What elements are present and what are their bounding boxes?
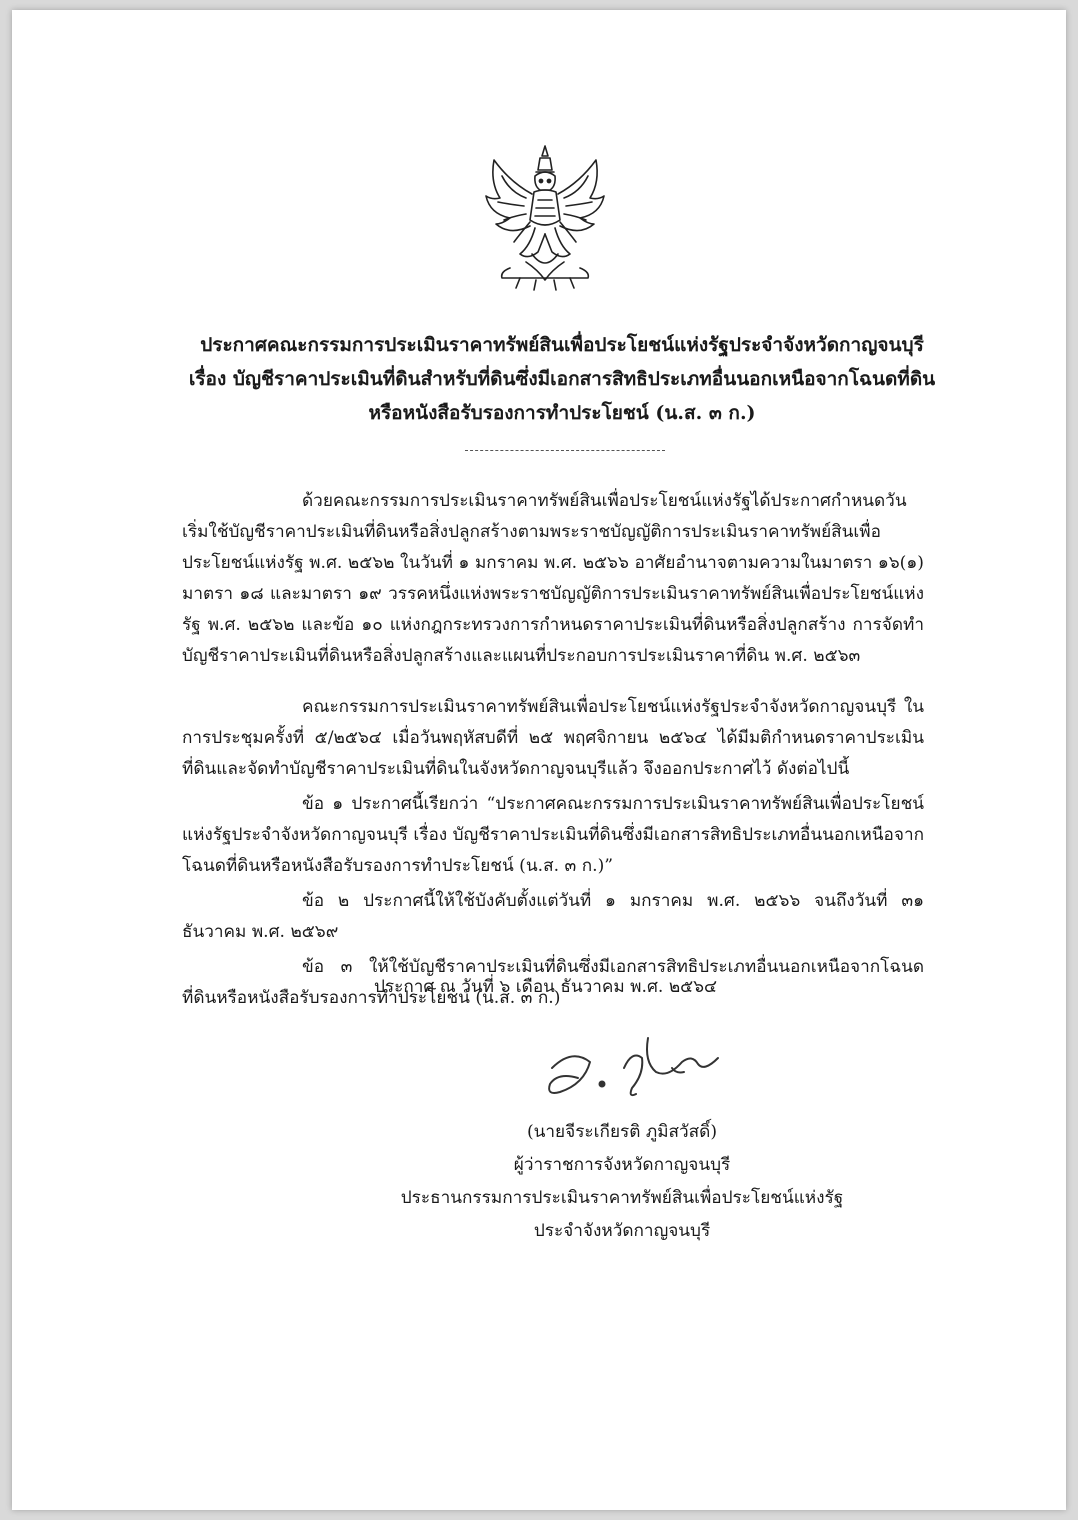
signer-position-governor: ผู้ว่าราชการจังหวัดกาญจนบุรี: [513, 1155, 731, 1175]
signer-name: (นายจีระเกียรติ ภูมิสวัสดิ์): [526, 1122, 718, 1142]
paragraph-1-text: ด้วยคณะกรรมการประเมินราคาทรัพย์สินเพื่อประโยชน์แห่งรัฐได้ประกาศกำหนดวันเริ่มใช้บัญชีราคาประเมินที่ดินหรือสิ่งปลูกสร้างตามพระราชบัญญัติการประเมินราคาทรัพย์สินเพื่อประโยชน์แห่งรัฐ พ.ศ. ๒๕๖๒ ในวันที่ ๑ มกราคม พ.ศ. ๒๕๖๖ อาศัยอำนาจตามความในมาตรา ๑๖(๑) มาตรา ๑๘ และมาตรา ๑๙ วรรคหนึ่งแห่งพระราชบัญญัติการประเมินราคาทรัพย์สินเพื่อประโยชน์แห่งรัฐ พ.ศ. ๒๕๖๒ และข้อ ๑๐ แห่งกฎกระทรวงการกำหนดราคาประเมินที่ดินหรือสิ่งปลูกสร้าง การจัดทำบัญชีราคาประเมินที่ดินหรือสิ่งปลูกสร้างและแผนที่ประกอบการประเมินราคาที่ดิน พ.ศ. ๒๕๖๓: [182, 491, 924, 666]
document-title: [162, 328, 962, 430]
document-body: [182, 486, 924, 1014]
clause-1: [182, 789, 924, 882]
title-line-3: หรือหนังสือรับรองการทำประโยชน์ (น.ส. ๓ ก.): [368, 402, 756, 424]
handwritten-signature: [532, 1028, 732, 1112]
signer-position-chairman: ประธานกรรมการประเมินราคาทรัพย์สินเพื่อประโยชน์แห่งรัฐ: [400, 1188, 844, 1208]
signer-position-province: ประจำจังหวัดกาญจนบุรี: [533, 1221, 711, 1241]
resolution-paragraph: [182, 692, 924, 785]
clause-3-text: ข้อ ๓ ให้ใช้บัญชีราคาประเมินที่ดินซึ่งมีเอกสารสิทธิประเภทอื่นนอกเหนือจากโฉนดที่ดินหรือหนังสือรับรองการทำประโยชน์ (น.ส. ๓ ก.): [182, 957, 924, 1008]
paragraph-2-text: คณะกรรมการประเมินราคาทรัพย์สินเพื่อประโยชน์แห่งรัฐประจำจังหวัดกาญจนบุรี ในการประชุมครั้งที่ ๕/๒๕๖๔ เมื่อวันพฤหัสบดีที่ ๒๕ พฤศจิกายน ๒๕๖๔ ได้มีมติกำหนดราคาประเมินที่ดินและจัดทำบัญชีราคาประเมินที่ดินในจังหวัดกาญจนบุรีแล้ว จึงออกประกาศไว้ ดังต่อไปนี้: [182, 697, 924, 779]
document-page: [12, 10, 1066, 1510]
title-line-1: ประกาศคณะกรรมการประเมินราคาทรัพย์สินเพื่อประโยชน์แห่งรัฐประจำจังหวัดกาญจนบุรี: [200, 334, 924, 356]
preamble-paragraph: [182, 486, 924, 672]
announcement-date: ประกาศ ณ วันที่ ๖ เดือน ธันวาคม พ.ศ. ๒๕๖๔: [374, 977, 718, 997]
title-divider: [465, 450, 665, 451]
signer-block: [392, 1116, 852, 1248]
garuda-emblem-icon: [480, 142, 610, 292]
clause-2-text: ข้อ ๒ ประกาศนี้ให้ใช้บังคับตั้งแต่วันที่ ๑ มกราคม พ.ศ. ๒๕๖๖ จนถึงวันที่ ๓๑ ธันวาคม พ.ศ. ๒๕๖๙: [182, 891, 924, 942]
title-line-2: เรื่อง บัญชีราคาประเมินที่ดินสำหรับที่ดินซึ่งมีเอกสารสิทธิประเภทอื่นนอกเหนือจากโฉนดที่ดิน: [188, 368, 936, 390]
clause-1-text: ข้อ ๑ ประกาศนี้เรียกว่า “ประกาศคณะกรรมการประเมินราคาทรัพย์สินเพื่อประโยชน์แห่งรัฐประจำจังหวัดกาญจนบุรี เรื่อง บัญชีราคาประเมินที่ดินซึ่งมีเอกสารสิทธิประเภทอื่นนอกเหนือจากโฉนดที่ดินหรือหนังสือรับรองการทำประโยชน์ (น.ส. ๓ ก.)”: [182, 794, 924, 876]
clause-2: [182, 886, 924, 948]
